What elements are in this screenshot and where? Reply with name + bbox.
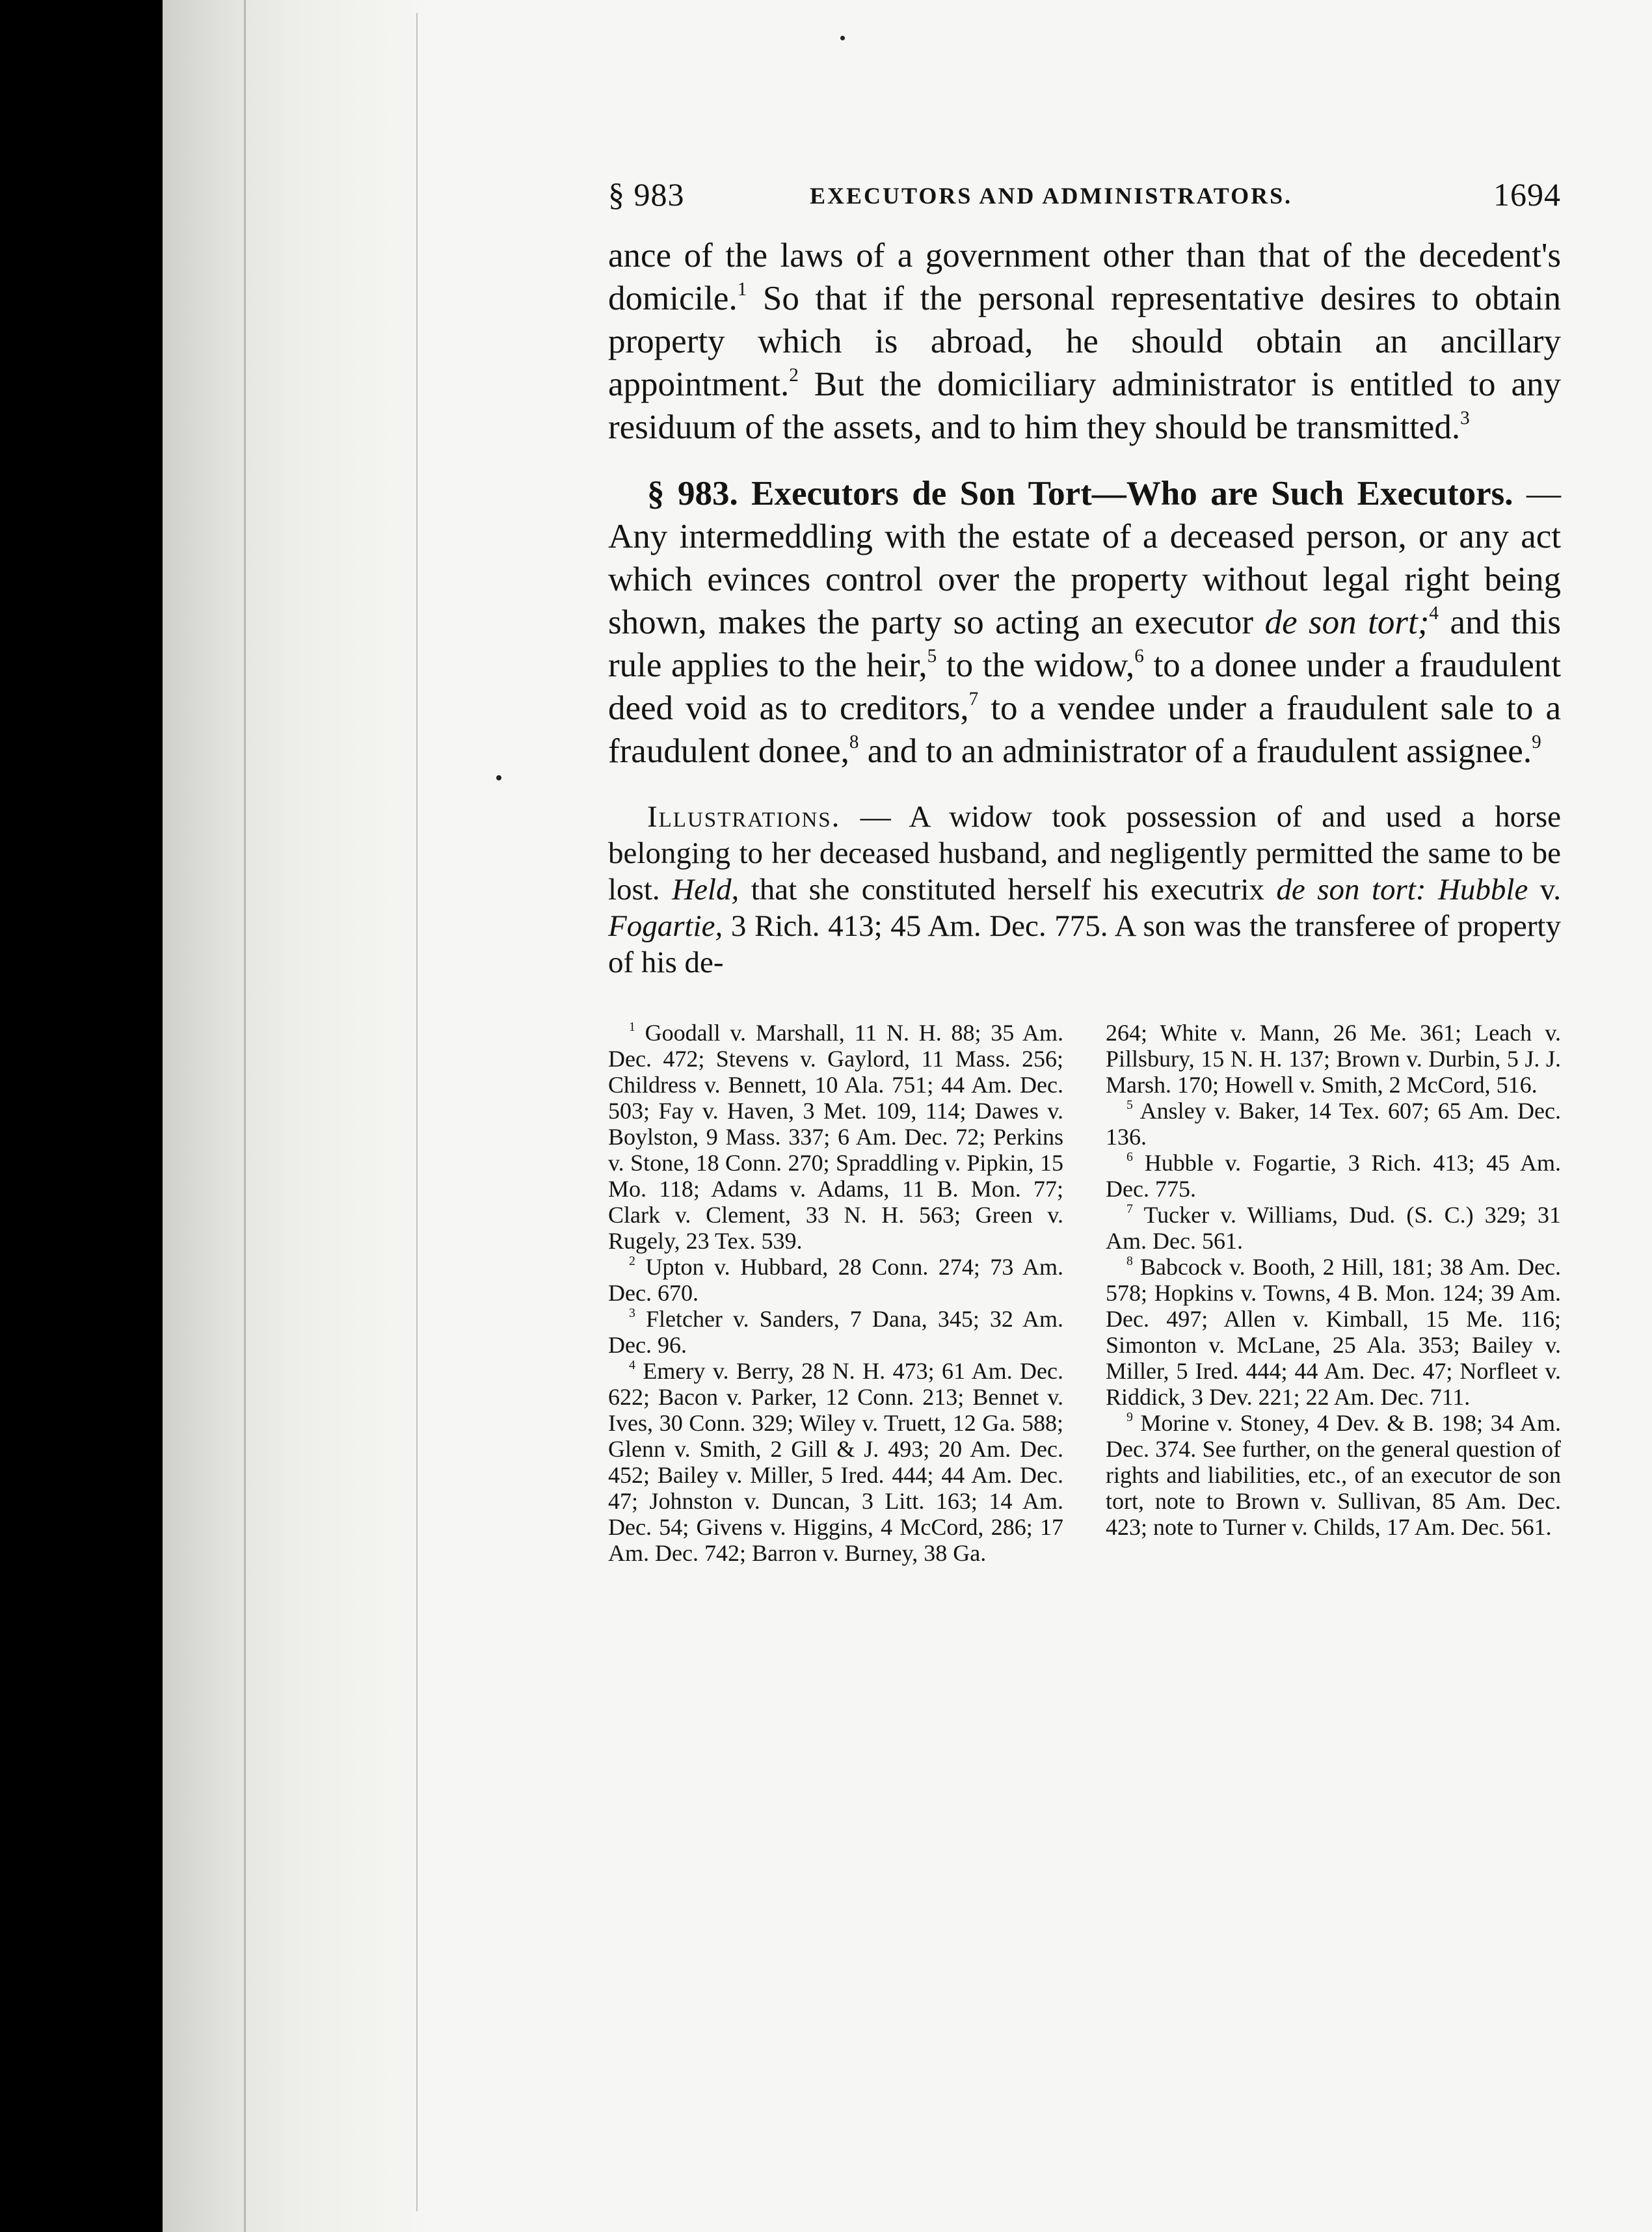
page-gutter [163,0,436,2232]
text-run: that she constituted herself his executrix [739,873,1277,907]
footnote-number: 5 [1126,1098,1133,1113]
dust-speck [840,36,845,40]
page-number: 1694 [1493,176,1561,213]
header-section: § 983 [608,176,685,213]
text-run: — Any intermeddling with the estate of a deceased person, or any act which evinces control over the property without legal right being shown, makes the party so acting an executor [608,475,1561,641]
section-983-paragraph [608,472,1561,773]
footnotes-left-column [608,1020,1063,1566]
footnote-ref: 8 [849,732,859,753]
text-run: v. [1528,873,1561,907]
italic-run: de son tort; [1264,604,1430,641]
footnote [1106,1254,1561,1410]
footnote-continuation [1106,1020,1561,1098]
footnote-ref: 1 [737,279,747,300]
footnote [1106,1150,1561,1202]
running-head [608,176,1561,234]
footnote [608,1306,1063,1358]
text-run: to the widow, [937,646,1135,684]
text-run: to a donee under a fraudulent deed void as to creditors, [608,646,1561,727]
illustrations-paragraph [608,799,1561,981]
italic-run: Held, [672,873,739,907]
footnote-number: 3 [629,1306,635,1321]
footnote [1106,1410,1561,1540]
footnote-ref: 6 [1134,646,1144,667]
italic-run: de son tort: Hubble [1276,873,1528,907]
footnote-text: Goodall v. Marshall, 11 N. H. 88; 35 Am. Dec. 472; Stevens v. Gaylord, 11 Mass. 256; Childress v. Bennett, 10 Ala. 751; 44 Am. Dec. 503; Fay v. Haven, 3 Met. 109, 114; Dawes v. Boylston, 9 Mass. 337; 6 Am. Dec. 72; Perkins v. Stone, 18 Conn. 270; Spraddling v. Pipkin, 15 Mo. 118; Adams v. Adams, 11 B. Mon. 77; Clark v. Clement, 33 N. H. 563; Green v. Rugely, 23 Tex. 539. [608,1020,1063,1254]
section-heading: § 983. Executors de Son Tort—Who are Such Executors. [647,475,1513,512]
footnote-ref: 4 [1429,603,1439,624]
text-run: But the domiciliary administrator is entitled to any residuum of the assets, and to him they should be transmitted. [608,365,1561,446]
footnotes-right-column [1106,1020,1561,1566]
footnote [1106,1202,1561,1254]
text-run: — A widow took possession of and used a horse belonging to her deceased husband, and negligently permitted the same to be lost. [608,800,1561,907]
footnote-ref: 3 [1460,408,1470,429]
footnote-ref: 5 [927,646,937,667]
page-fold-line [416,13,418,2211]
dust-speck [496,775,501,780]
footnote-number: 1 [629,1020,635,1035]
footnote-text: Babcock v. Booth, 2 Hill, 181; 38 Am. Dec. 578; Hopkins v. Towns, 4 B. Mon. 124; 39 Am. Dec. 497; Allen v. Kimball, 15 Me. 116; Simonton v. McLane, 25 Ala. 353; Bailey v. Miller, 5 Ired. 444; 44 Am. Dec. 47; Norfleet v. Riddick, 3 Dev. 221; 22 Am. Dec. 711. [1106,1254,1561,1410]
illustrations-label: Illustrations. [647,800,841,834]
text-run: and to an administrator of a fraudulent assignee. [859,732,1532,770]
text-run: ance of the laws of a government other than that of the decedent's domicile. [608,237,1561,317]
footnote-number: 2 [629,1254,635,1269]
text-run: to a vendee under a fraudulent sale to a fraudulent donee, [608,689,1561,770]
footnote-number: 4 [629,1358,635,1373]
footnote-text: Morine v. Stoney, 4 Dev. & B. 198; 34 Am. Dec. 374. See further, on the general question of rights and liabilities, etc., of an executor de son tort, note to Brown v. Sullivan, 85 Am. Dec. 423; note to Turner v. Childs, 17 Am. Dec. 561. [1106,1410,1561,1540]
text-run: So that if the personal representative desires to obtain property which is abroad, he should obtain an ancillary appointment. [608,280,1561,403]
text-run: 3 Rich. 413; 45 Am. Dec. 775. A son was the transferee of property of his de- [608,909,1561,979]
footnote-text: Fletcher v. Sanders, 7 Dana, 345; 32 Am. Dec. 96. [608,1306,1064,1358]
paragraph-continuation [608,234,1561,449]
footnote-ref: 2 [789,365,799,386]
footnote-number: 8 [1126,1254,1133,1269]
header-title: EXECUTORS AND ADMINISTRATORS. [810,183,1293,209]
footnote-text: 264; White v. Mann, 26 Me. 361; Leach v. Pillsbury, 15 N. H. 137; Brown v. Durbin, 5 J. J. Marsh. 170; Howell v. Smith, 2 McCord, 516. [1106,1020,1561,1098]
footnote-ref: 7 [968,689,979,710]
page-edge-line [244,0,246,2232]
footnote-text: Ansley v. Baker, 14 Tex. 607; 65 Am. Dec. 136. [1106,1098,1561,1150]
italic-run: Fogartie, [608,909,723,943]
footnote [608,1358,1063,1566]
footnote-text: Upton v. Hubbard, 28 Conn. 274; 73 Am. Dec. 670. [608,1254,1064,1306]
footnote-text: Tucker v. Williams, Dud. (S. C.) 329; 31 Am. Dec. 561. [1106,1202,1561,1254]
text-run: and this rule applies to the heir, [608,604,1562,684]
footnote [608,1254,1063,1306]
footnote-text: Emery v. Berry, 28 N. H. 473; 61 Am. Dec. 622; Bacon v. Parker, 12 Conn. 213; Bennet v. Ives, 30 Conn. 329; Wiley v. Truett, 12 Ga. 588; Glenn v. Smith, 2 Gill & J. 493; 20 Am. Dec. 452; Bailey v. Miller, 5 Ired. 444; 44 Am. Dec. 47; Johnston v. Duncan, 3 Litt. 163; 14 Am. Dec. 54; Givens v. Higgins, 4 McCord, 286; 17 Am. Dec. 742; Barron v. Burney, 38 Ga. [608,1358,1064,1566]
footnote-number: 9 [1126,1410,1133,1425]
footnote [1106,1098,1561,1150]
footnote-number: 6 [1126,1150,1133,1165]
footnote [608,1020,1063,1254]
footnote-text: Hubble v. Fogartie, 3 Rich. 413; 45 Am. Dec. 775. [1106,1150,1561,1202]
page-content [608,176,1561,1566]
footnote-number: 7 [1126,1202,1133,1217]
footnote-ref: 9 [1532,732,1541,753]
footnotes [608,1020,1561,1566]
